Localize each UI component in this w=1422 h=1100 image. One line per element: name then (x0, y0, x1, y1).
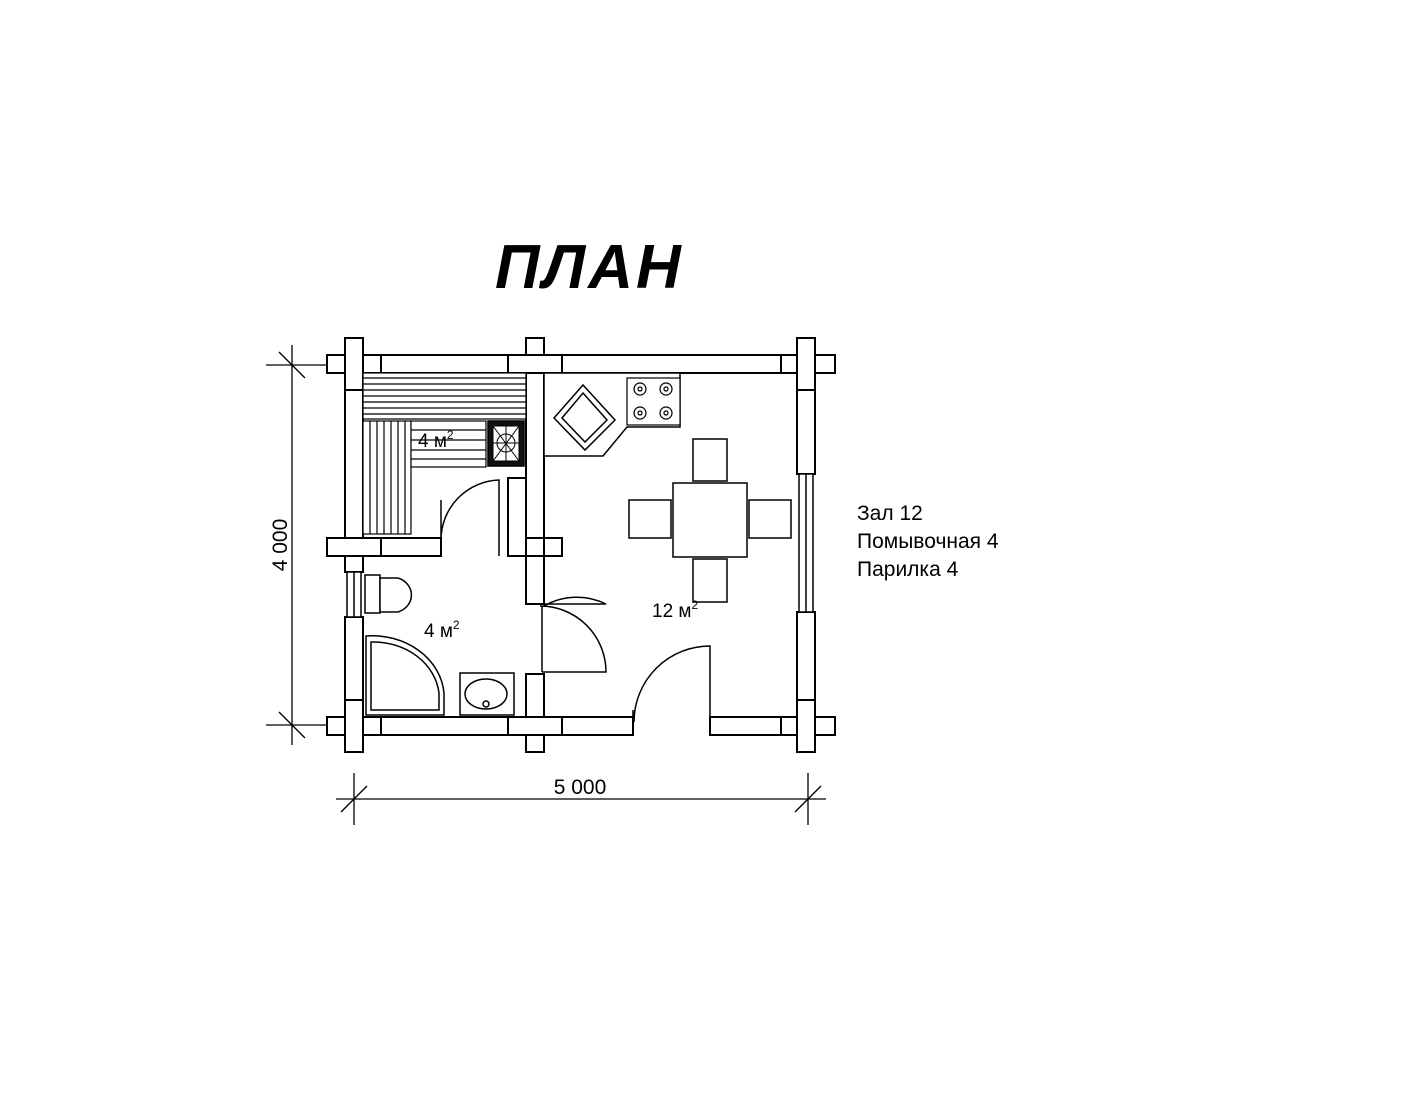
door-steam-room (441, 480, 499, 556)
corner-br-v (797, 700, 815, 752)
partition-center-botcross (508, 717, 562, 735)
chair-top (693, 439, 727, 481)
room-area-steam: 4 $м^2$ (418, 428, 454, 452)
chair-left (629, 500, 671, 538)
legend-item-steam: Парилка 4 (857, 558, 959, 581)
sauna-bench-top (363, 373, 526, 419)
corner-bl-v (345, 700, 363, 752)
shower-tray-icon (366, 636, 444, 715)
partition-steam-right (508, 478, 526, 556)
door-entrance (633, 646, 710, 722)
wall-top (327, 355, 835, 373)
partition-center-bottom (526, 674, 544, 752)
chair-right (749, 500, 791, 538)
dimension-height-label: 4 000 (269, 518, 292, 572)
legend-item-wash: Помывочная 4 (857, 530, 999, 553)
room-area-wash: 4 $м^2$ (424, 618, 460, 642)
corner-tl-v (345, 338, 363, 390)
dimension-width-label: 5 000 (553, 776, 607, 799)
plan-title: ПЛАН (495, 233, 684, 302)
partition-left-cross (327, 538, 381, 556)
door-hall-wash (540, 597, 606, 672)
stove-burners-icon (627, 378, 680, 425)
sauna-stove (488, 421, 524, 466)
corner-tr-v (797, 338, 815, 390)
sauna-bench-side (363, 421, 411, 534)
room-area-hall: 12 $м^2$ (652, 598, 699, 622)
legend-item-hall: Зал 12 (857, 502, 923, 525)
dining-table (673, 483, 747, 557)
partition-center-topcross (508, 355, 562, 373)
chair-bottom (693, 559, 727, 602)
partition-center-top (526, 338, 544, 604)
washbasin-icon (460, 673, 514, 715)
room-legend (857, 500, 999, 584)
toilet-icon (365, 575, 411, 613)
